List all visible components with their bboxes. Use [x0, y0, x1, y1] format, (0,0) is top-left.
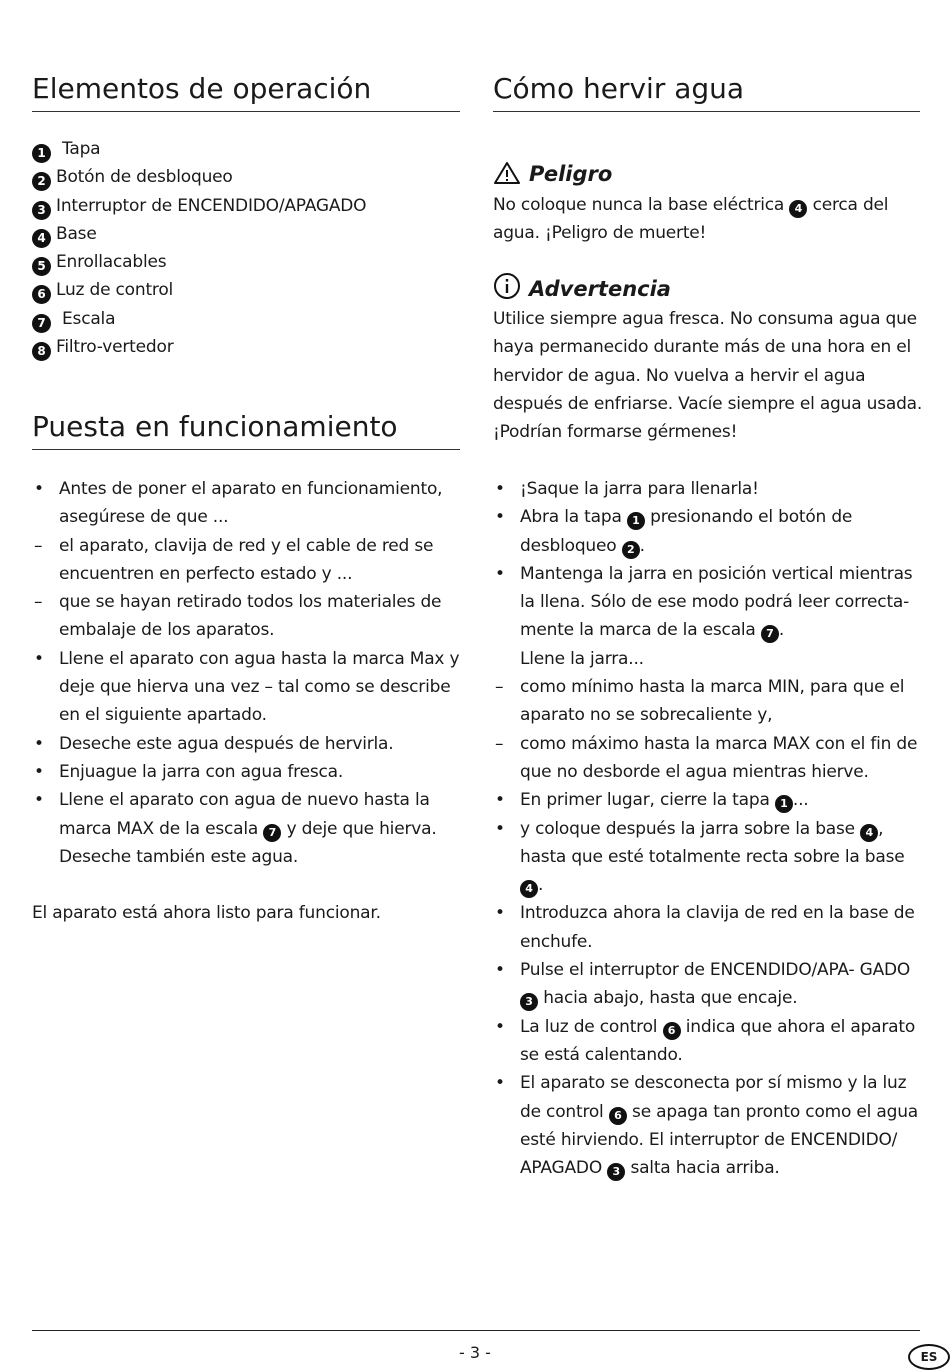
list-item: • Introduzca ahora la clavija de red en la base de enchufe. [495, 903, 915, 952]
list-item: – como mínimo hasta la marca MIN, para que el aparato no se sobrecaliente y, [495, 677, 905, 726]
number-badge: 1 [32, 144, 51, 163]
list-item [32, 333, 366, 361]
list-item [32, 163, 366, 191]
number-badge: 4 [789, 200, 807, 218]
list-item: – que se hayan retirado todos los materiales de embalaje de los aparatos. [34, 592, 442, 641]
advice-heading: Advertencia [493, 272, 671, 303]
number-badge: 3 [32, 201, 51, 220]
list-item: • El aparato se desconecta por sí mismo y la luz de control 6 se apaga tan pronto como el agua esté hirviendo. El interruptor de ENCENDIDO/ APAGADO 3 salta hacia arriba. [493, 1069, 923, 1182]
number-badge: 6 [663, 1022, 681, 1040]
item-label: Filtro-vertedor [56, 337, 174, 358]
number-badge: 7 [761, 625, 779, 643]
number-badge: 3 [520, 993, 538, 1011]
list-item [32, 248, 366, 276]
danger-text: No coloque nunca la base eléctrica 4 cerca del agua. ¡Peligro de muerte! [493, 195, 889, 244]
list-item: • Enjuague la jarra con agua fresca. [34, 761, 344, 782]
number-badge: 1 [775, 795, 793, 813]
setup-list [32, 475, 462, 871]
number-badge: 6 [609, 1107, 627, 1125]
page-number: - 3 - [459, 1343, 491, 1362]
footer-divider [32, 1330, 920, 1331]
item-label: Base [56, 223, 97, 244]
list-item: – el aparato, clavija de red y el cable de red se encuentren en perfecto estado y ... [34, 535, 434, 584]
list-item: • Deseche este agua después de hervirla. [34, 733, 394, 754]
item-label: Interruptor de ENCENDIDO/APAGADO [56, 195, 367, 216]
number-badge: 6 [32, 285, 51, 304]
number-badge: 4 [32, 229, 51, 248]
number-badge: 7 [32, 314, 51, 333]
list-item: • y coloque después la jarra sobre la base 4 , hasta que esté totalmente recta sobre la base 4 . [493, 815, 923, 900]
info-icon [493, 272, 521, 300]
list-item: • La luz de control 6 indica que ahora el aparato se está calentando. [495, 1016, 916, 1065]
language-badge: ES [908, 1344, 950, 1370]
number-badge: 7 [263, 824, 281, 842]
list-item: • ¡Saque la jarra para llenarla! [495, 479, 759, 499]
list-item: • Pulse el interruptor de ENCENDIDO/APA- GADO 3 hacia abajo, hasta que encaje. [493, 956, 923, 1013]
number-badge: 4 [860, 824, 878, 842]
list-item: • Antes de poner el aparato en funcionamiento, asegúrese de que ... [34, 479, 443, 528]
list-item [32, 220, 366, 248]
operation-elements-heading: Elementos de operación [32, 72, 460, 112]
setup-heading: Puesta en funcionamiento [32, 410, 460, 450]
advice-text: Utilice siempre agua fresca. No consuma agua que haya permanecido durante más de una hora en el hervidor de agua. No vuelva a hervir el agua después de enfriarse. Vacíe siempre el agua usada. ¡Podrían formarse gérmenes! [493, 309, 923, 443]
operation-elements-list [32, 135, 366, 361]
warning-triangle-icon [493, 161, 521, 185]
list-item [32, 305, 366, 333]
item-label: Tapa [62, 139, 101, 159]
list-item [32, 135, 366, 163]
item-label: Enrollacables [56, 252, 167, 273]
number-badge: 2 [622, 541, 640, 559]
number-badge: 5 [32, 257, 51, 276]
boil-steps-list [493, 475, 923, 1182]
number-badge: 4 [520, 880, 538, 898]
list-item: • Mantenga la jarra en posición vertical mientras la llena. Sólo de ese modo podrá leer correcta- mente la marca de la escala 7 . Llene la jarra... [495, 563, 913, 669]
number-badge: 8 [32, 342, 51, 361]
number-badge: 1 [627, 512, 645, 530]
item-label: Botón de desbloqueo [56, 167, 233, 188]
list-item [32, 192, 366, 220]
item-label: Escala [62, 308, 116, 329]
item-label: Luz de control [56, 280, 174, 301]
list-item: • En primer lugar, cierre la tapa 1 ... [493, 786, 923, 814]
list-item [32, 276, 366, 304]
number-badge: 3 [607, 1163, 625, 1181]
list-item: • Llene el aparato con agua de nuevo hasta la marca MAX de la escala 7 y deje que hierva. Deseche también este agua. [34, 790, 437, 867]
danger-heading: Peligro [493, 160, 612, 188]
list-item: – como máximo hasta la marca MAX con el fin de que no desborde el agua mientras hierve. [495, 733, 918, 782]
setup-ready-text: El aparato está ahora listo para funcionar. [32, 903, 381, 923]
list-item: • Abra la tapa 1 presionando el botón de desbloqueo 2 . [493, 503, 923, 560]
boil-water-heading: Cómo hervir agua [493, 72, 920, 112]
list-item: • Llene el aparato con agua hasta la marca Max y deje que hierva una vez – tal como se describe en el siguiente apartado. [34, 648, 460, 726]
number-badge: 2 [32, 172, 51, 191]
